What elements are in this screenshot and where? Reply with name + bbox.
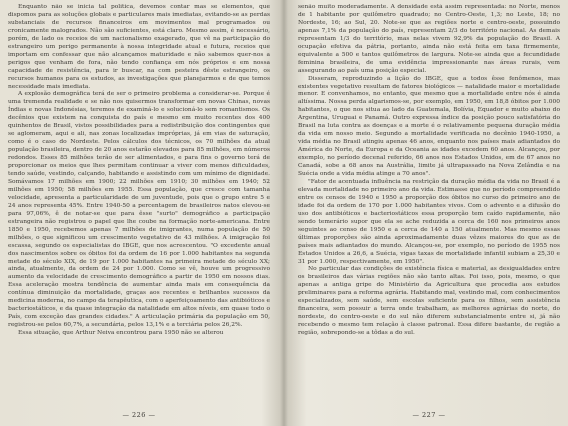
right-paragraph-4: No particular das condições de existência física e material, as desigualdades entre os brasileiros das várias regiões não são tanto altas. Foi isso, pois, mesmo, o que apenas a antiga gripe do Ministério da Agricultura que procedia aos estudos preliminares para a reforma agrária. Habitando mal, vestindo mal, com conhecimentos especializados, sem saúde, sem escolas suficiente para os filhos, sem assistência financeira, sem possuir a terra onde trabalham, as melhores agrárias do norte, do nordeste, do centro-oeste e do sul não diferem substancialmente entre si, já não recebendo o mesmo tem relação à classe patronal. Essa difere bastante, de região a região, sobrepondo-se a tôdas a do sul.	[298, 266, 560, 337]
page-number-right: — 227 —	[412, 411, 446, 419]
right-paragraph-1: senão muito moderadamente. A densidade está assim representada: no Norte, menos de 1 habitante por quilômetro quadrado; no Centro-Oeste, 1,3; no Leste, 18; no Nordeste, 16; ao Sul, 20. Note-se que as regiões norte e centro-oeste, possuindo apenas 7,1% da população do país, representam 2/3 do território nacional. As demais representam 1/3 do território, mas nelas vivem 92,9% da população do Brasil. A ocupação efetiva da pátria, portanto, ainda não está feita em taxa firmemente, equivalente a 500 e tantos quilômetros de largura. Note-se ainda que a fecundidade feminina brasileira, de uma evidência impressionante nas áreas rurais, vem assegurando ao país uma posição especial.	[298, 4, 560, 74]
left-paragraph-3: Essa situação, que Arthur Neiva encontrou para 1950 não se alterou	[18, 330, 224, 337]
right-paragraph-3: "Fator de acentuada influência na restrição da duração média da vida no Brasil é a elevada mortalidade no primeiro ano da vida. Estimasse que no período compreendido entre os censos de 1940 e 1950 a proporção dos óbitos no curso do primeiro ano de idade foi da ordem de 170 por 1.000 habitantes vivos. Com o advento e a difusão do uso dos antibióticos e bacteriostáticos essa proporção tem caído rapidamente, não sendo temerário supor que ela se ache reduzida a cerca de 160 nos primeiros anos seguintes ao censo de 1950 e a cerca de 140 a 150 atualmente. Mas mesmo essas últimas proporções são ainda aproximadamente duas vêzes maiores do que as de países mais adiantados do mundo. Alcançou-se, por exemplo, no período de 1955 nos Estados Unidos a 26,6, a Suécia, vigas taxas de mortalidade infantil subiam a 25,30 e 31 por 1.000, respectivamente, em 1950".	[298, 178, 560, 265]
right-page	[298, 4, 560, 408]
right-paragraph-2: Disseram, reproduzindo a lição do IBGE, que a todos êsse fenômenos, mas existentes vegetativo resultam de fatores biológicos — natalidade maior e mortalidade menor. E convenhamos, no entanto, que mesmo que a mortalidade entre nós é ainda altíssima. Nossa perda algarismos-se, por exemplo, em 1950, em 18,8 óbitos por 1.000 habitantes, o que nos situa ao lado da Guatemala, Bolívia, Equador e muito abaixo do Argentina, Uruguai e Panamá. Outro expressa índice da posição pouco satisfatória do Brasil na luta contra as doenças e a morte é o relativamente pequena duração média da vida em nosso meio. Segundo a mortalidade verificada no decênio 1940-1950, a vida média no Brasil atingiu apenas 46 anos, enquanto nos países mais adiantados do América do Norte, da Europa e da Oceania as idades excedem 60 anos. Alcançou, por exemplo, no período decenal referido, 66 anos nos Estados Unidos, em de 67 anos no Canadá, sobe a 68 anos na Austrália, limite já ultrapassado na Nova Zelândia e na Suécia onde a vida média atinge a 70 anos".	[298, 75, 560, 178]
left-paragraph-1: Enquanto não se inicia tal política, devemos contar mas se elementos, que dispomos para as soluções globais e particulares mais imediatas, evitando-se as perdas substanciais de recursos financeiros em movimentos mal programados ou cronicamente malogrados. Não são suficientes, está claro. Mesmo assim, é necessário, porém, de lado os receios de um nacionalismo exagerado, que vê na participação do estrangeiro um perigo permanente à nossa integridade atual e futura, receios que importam em confessar que não alcançamos maturidade e não sabemos quer-nos a perigos que venham de fora, não tendo confiança em nós próprios e em nossa capacidade de resistência, para ir buscar, na com pesteira dêste estrangeiro, os recursos humanos para os estudos, as investigações que planejarmos e de que temos necessidade mais imediata.	[8, 4, 270, 90]
left-paragraph-2: A explosão demográfica terá de ser o primeiro problema a considerar-se. Porque é uma tremenda realidade e se não nos quisermos transformar em novas Chinas, novas Índias e novas Indonésias, teremos de examiná-lo e solucioná-lo sem romantismos. Os decênios que existem na conquista do país e mesmo em muito recentes dos 400 quinhentos de Brasil, vistos possibilidades para a redistribuição dos contingentes que se aglomeram, aqui e ali, nas zonas localizadas impróprias, já em vias de saturação, como é o caso do Nordeste. Pelos cálculos dos técnicos, os 70 milhões da atual população brasileira, dentro de 20 anos estarão elevados para 85 milhões, em números redondos. Esses 85 milhões terão de ser alimentados, e para fins o governo terá de proporcionar os meios que lhes permitam continuar a viver com menos dificuldades, tendo saúde, vestindo, calçando, habitando e assistindo com um mínimo de dignidade. Somávamos 17 milhões em 1900; 22 milhões em 1910; 30 milhões em 1940; 52 milhões em 1950; 58 milhões em 1955. Essa população, que cresce com tamanha velocidade, apresenta a particularidade de um juventude, pois que o grupo entre 5 e 24 anos representa 45%. Entre 1940-50 a percentagem de brasileiros natos elevou-se para 97,06%, ê de notar-se que para êsse "surto" demográfico a participação estrangeira não registrou o papel que lhe coube na formação norte-americana. Entre 1850 e 1950, recebemos apenas 7 milhões de imigrantes, numa população de 50 milhões, o que significou um crescimento vegetativo de 43 milhões. A imigração foi escassa, segundo os especialistas do IBGE, que nos acrescentou. "O excedente anual dos nascimentos sobre os óbitos foi da ordem de 16 por 1.000 habitantes na segunda metade do século XIX, de 19 por 1.000 habitantes na primeira metade do século XX; ainda, atualmente, da ordem de 24 por 1.000. Como se vê, houve um progressivo aumento da velocidade de crescimento demográfico a partir de 1950 em nossos dias. Essa aceleração mostra tendência de aumentar ainda mais em consequência da contínua diminuição da mortalidade, graças aos recentes e brilhantes sucessos da medicina moderna, no campo da terapêutica, com o aperfeiçoamento das antibióticos e bacteriostáticos, e da quase integração da natalidade em altos níveis, em quase todo o País, com exceção das grandes cidades." A articulação primária da população em 50, registrou-se pelos 60,7%, a secundária, pelos 13,1% e a terciária pelos 26,2%.	[8, 91, 270, 329]
left-page	[8, 4, 270, 408]
page-number-left: — 226 —	[122, 411, 156, 419]
book-gutter	[280, 0, 288, 426]
